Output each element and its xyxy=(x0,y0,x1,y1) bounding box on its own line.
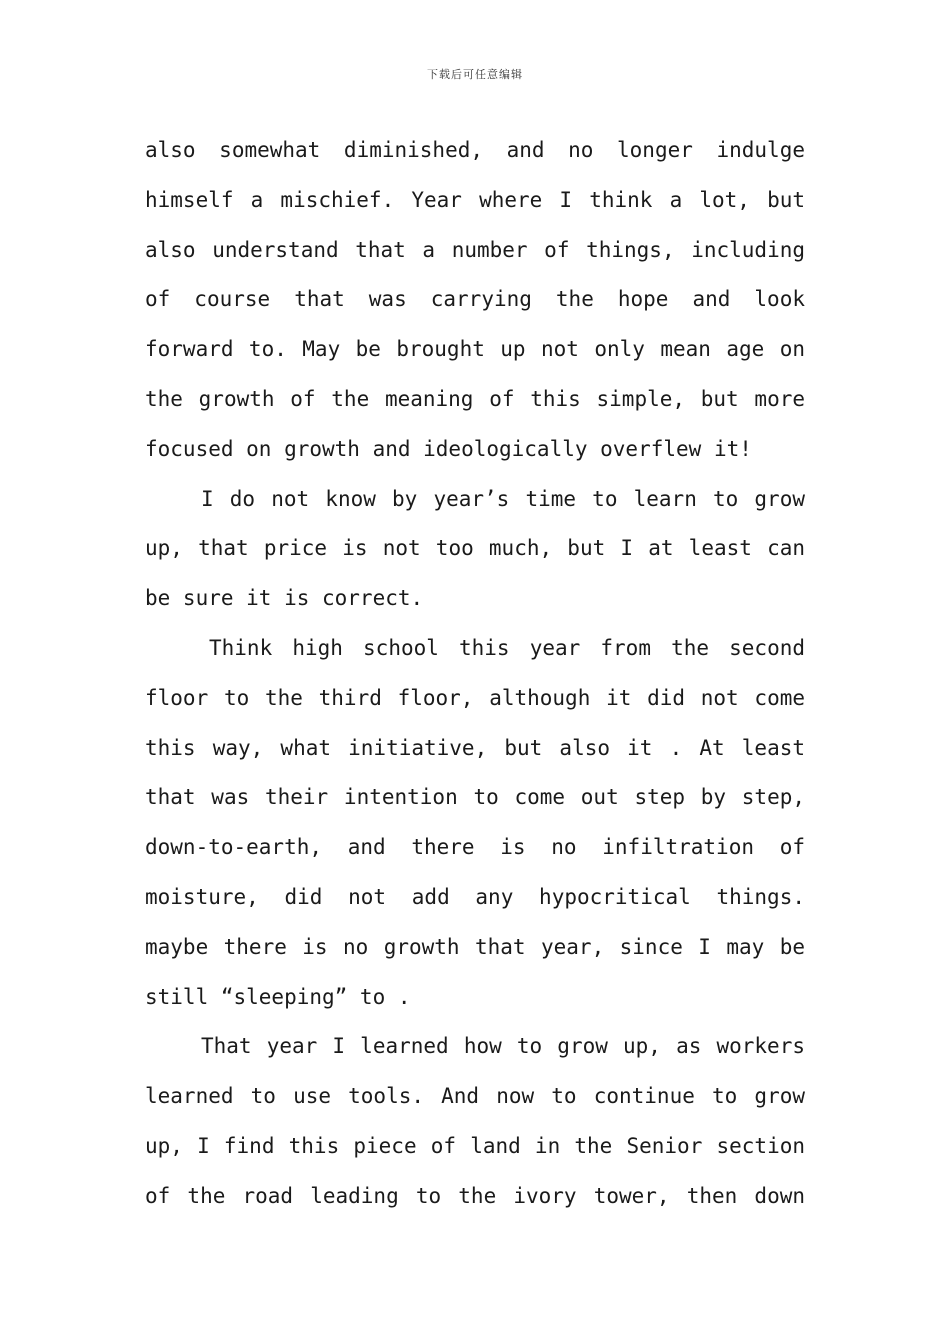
text-line: this way, what initiative, but also it . At least xyxy=(145,735,805,760)
text-line: also somewhat diminished, and no longer indulge xyxy=(145,138,805,162)
text-line: I do not know by year’s time to learn to grow xyxy=(201,486,805,511)
text-line: up, I find this piece of land in the Senior section xyxy=(145,1133,805,1158)
text-line: still “sleeping” to . xyxy=(145,984,411,1009)
text-line: That year I learned how to grow up, as workers xyxy=(201,1034,805,1059)
text-line: himself a mischief. Year where I think a lot, but xyxy=(145,187,805,212)
text-line: Think high school this year from the second xyxy=(209,635,805,660)
text-line: that was their intention to come out step by step, xyxy=(145,785,805,810)
text-line: of course that was carrying the hope and look xyxy=(145,287,805,312)
text-line: the growth of the meaning of this simple, but more xyxy=(145,386,805,411)
page-header: 下载后可任意编辑 xyxy=(427,68,523,81)
paragraph-1 xyxy=(145,126,805,475)
text-line: down-to-earth, and there is no infiltration of xyxy=(145,835,805,860)
text-line: floor to the third floor, although it did not come xyxy=(145,685,805,710)
text-line: up, that price is not too much, but I at least can xyxy=(145,536,805,561)
document-body xyxy=(145,126,805,1222)
text-line: focused on growth and ideologically overflew it! xyxy=(145,436,752,461)
paragraph-4 xyxy=(145,1022,805,1221)
text-line: moisture, did not add any hypocritical things. xyxy=(145,884,805,909)
text-line: learned to use tools. And now to continue to grow xyxy=(145,1084,805,1109)
text-line: maybe there is no growth that year, since I may be xyxy=(145,934,805,959)
text-line: forward to. May be brought up not only mean age on xyxy=(145,337,805,362)
paragraph-3 xyxy=(145,624,805,1022)
text-line: also understand that a number of things, including xyxy=(145,237,805,262)
text-line: be sure it is correct. xyxy=(145,586,424,611)
text-line: of the road leading to the ivory tower, then down xyxy=(145,1183,805,1208)
paragraph-2 xyxy=(145,475,805,624)
